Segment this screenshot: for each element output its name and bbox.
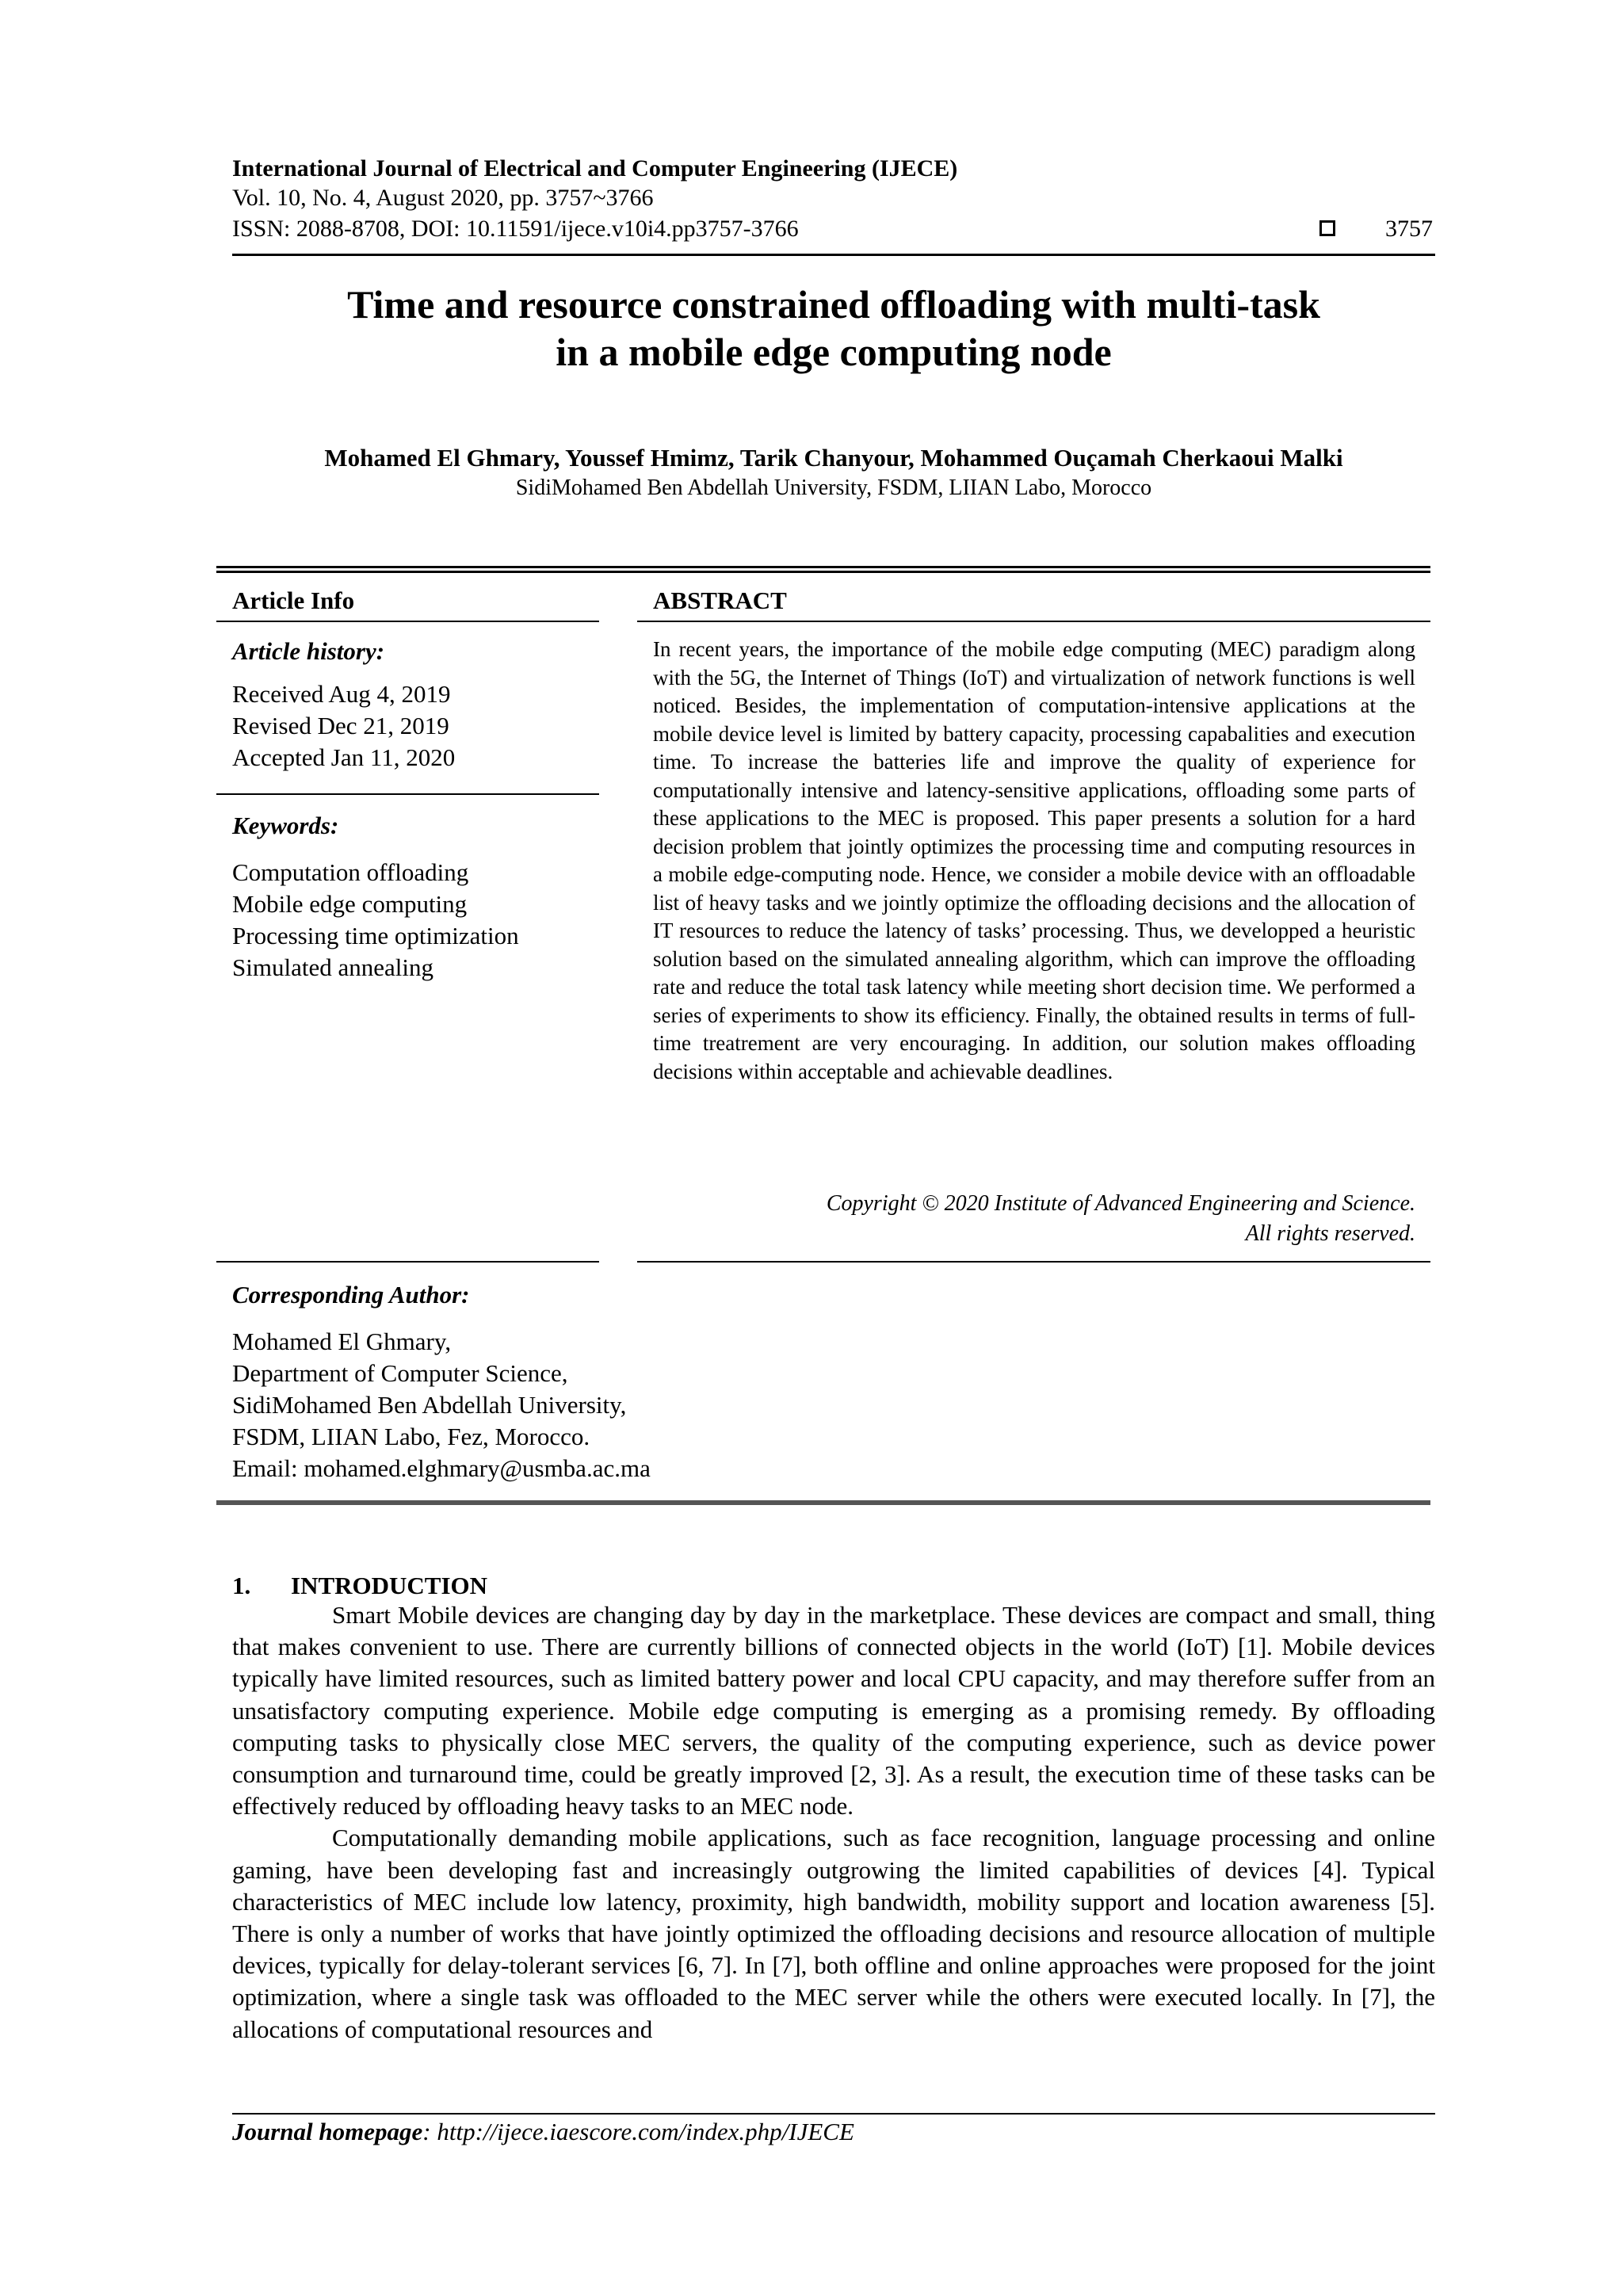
abstract-bottom-rule xyxy=(637,1261,1430,1263)
section-divider-bottom xyxy=(216,1500,1430,1505)
article-history-heading: Article history: xyxy=(232,637,385,665)
copyright-line-1: Copyright © 2020 Institute of Advanced Engineering and Science. xyxy=(826,1191,1415,1216)
abstract-rule xyxy=(637,621,1430,622)
keyword: Computation offloading xyxy=(232,858,469,886)
affiliation: SidiMohamed Ben Abdellah University, FSDM, LIIAN Labo, Morocco xyxy=(515,476,1152,500)
corresponding-author-details xyxy=(232,1326,651,1484)
keywords-heading: Keywords: xyxy=(232,812,339,839)
author-name: Mohamed El Ghmary, xyxy=(232,1328,452,1355)
author-lab: FSDM, LIIAN Labo, Fez, Morocco. xyxy=(232,1423,590,1450)
section-title: INTRODUCTION xyxy=(291,1572,488,1599)
author-department: Department of Computer Science, xyxy=(232,1359,568,1387)
section-divider-top-2 xyxy=(216,571,1430,573)
introduction-heading xyxy=(232,1572,487,1600)
header-divider xyxy=(232,254,1435,256)
paper-title-line-2: in a mobile edge computing node xyxy=(556,330,1112,374)
footer-divider xyxy=(232,2113,1435,2115)
paper-title xyxy=(232,281,1435,376)
introduction-body xyxy=(232,1599,1435,2046)
author-email: Email: mohamed.elghmary@usmba.ac.ma xyxy=(232,1454,651,1482)
journal-volume: Vol. 10, No. 4, August 2020, pp. 3757~3766 xyxy=(232,185,654,211)
checkbox-square-icon xyxy=(1319,220,1335,236)
abstract-text: In recent years, the importance of the mobile edge computing (MEC) paradigm along with the 5G, the Internet of Things (IoT) and virtualization of network functions is well noticed. Besides, the implementation of computation-intensive applications at the mobile device level is limited by battery capacity, processing capabalities and execution time. To increase the batteries life and improve the quality of experience for computationally intensive and latency-sensitive applications, offloading some parts of these applications to the MEC is proposed. This paper presents a solution for a hard decision problem that jointly optimizes the processing time and computing resources in a mobile edge-computing node. Hence, we consider a mobile device with an offloadable list of heavy tasks and we jointly optimize the offloading decisions and the allocation of IT resources to reduce the latency of tasks’ processing. Thus, we developped a heuristic solution based on the simulated annealing algorithm, which can improve the offloading rate and reduce the total task latency while meeting short decision time. We performed a series of experiments to show its efficiency. Finally, the obtained results in terms of full-time treatrement are very encouraging. In addition, our solution makes offloading decisions within acceptable and achievable deadlines. xyxy=(653,637,1415,1083)
paragraph: Smart Mobile devices are changing day by day in the marketplace. These devices are compact and small, thing that makes convenient to use. There are currently billions of connected objects in the world (IoT) [1]. Mobile devices typically have limited resources, such as limited battery power and local CPU capacity, and may therefore suffer from an unsatisfactory computing experience. Mobile edge computing is emerging as a promising remedy. By offloading computing tasks to physically close MEC servers, the quality of the computing experience, such as device power consumption and turnaround time, could be greatly improved [2, 3]. As a result, the execution time of these tasks can be effectively reduced by offloading heavy tasks to an MEC node. xyxy=(232,1601,1435,1820)
keywords-rule xyxy=(216,1261,599,1263)
article-history xyxy=(232,678,455,774)
copyright-line-2: All rights reserved. xyxy=(1245,1221,1415,1246)
paper-title-line-1: Time and resource constrained offloading with multi-task xyxy=(347,282,1320,327)
page-number: 3757 xyxy=(1385,216,1433,242)
keywords-list xyxy=(232,857,519,984)
homepage-url[interactable]: : http://ijece.iaescore.com/index.php/IJECE xyxy=(422,2118,854,2145)
journal-homepage xyxy=(232,2118,854,2146)
article-info-heading: Article Info xyxy=(232,586,355,614)
article-info-rule xyxy=(216,621,599,622)
author-list: Mohamed El Ghmary, Youssef Hmimz, Tarik Chanyour, Mohammed Ouçamah Cherkaoui Malki xyxy=(324,444,1343,472)
homepage-label: Journal homepage xyxy=(232,2118,423,2145)
corresponding-author-heading: Corresponding Author: xyxy=(232,1281,470,1308)
author-university: SidiMohamed Ben Abdellah University, xyxy=(232,1391,627,1419)
history-rule xyxy=(216,793,599,795)
keyword: Simulated annealing xyxy=(232,953,433,981)
keyword: Processing time optimization xyxy=(232,922,519,949)
revised-date: Revised Dec 21, 2019 xyxy=(232,712,449,739)
journal-issn-doi: ISSN: 2088-8708, DOI: 10.11591/ijece.v10i4.pp3757-3766 xyxy=(232,216,799,242)
received-date: Received Aug 4, 2019 xyxy=(232,680,451,708)
paragraph: Computationally demanding mobile applications, such as face recognition, language processing and online gaming, have been developing fast and increasingly outgrowing the limited capabilities of devices [4]. Typical characteristics of MEC include low latency, proximity, high bandwidth, mobility support and location awareness [5]. There is only a number of works that have jointly optimized the offloading decisions and resource allocation of multiple devices, typically for delay-tolerant services [6, 7]. In [7], both offline and online approaches were proposed for the joint optimization, where a single task was offloaded to the MEC server while the others were executed locally. In [7], the allocations of computational resources and xyxy=(232,1824,1435,2043)
section-number: 1. xyxy=(232,1572,251,1599)
abstract-heading: ABSTRACT xyxy=(653,586,787,614)
keyword: Mobile edge computing xyxy=(232,890,468,918)
section-divider-top-1 xyxy=(216,566,1430,568)
journal-name: International Journal of Electrical and Computer Engineering (IJECE) xyxy=(232,155,958,181)
copyright-notice xyxy=(653,1189,1415,1249)
accepted-date: Accepted Jan 11, 2020 xyxy=(232,743,456,771)
